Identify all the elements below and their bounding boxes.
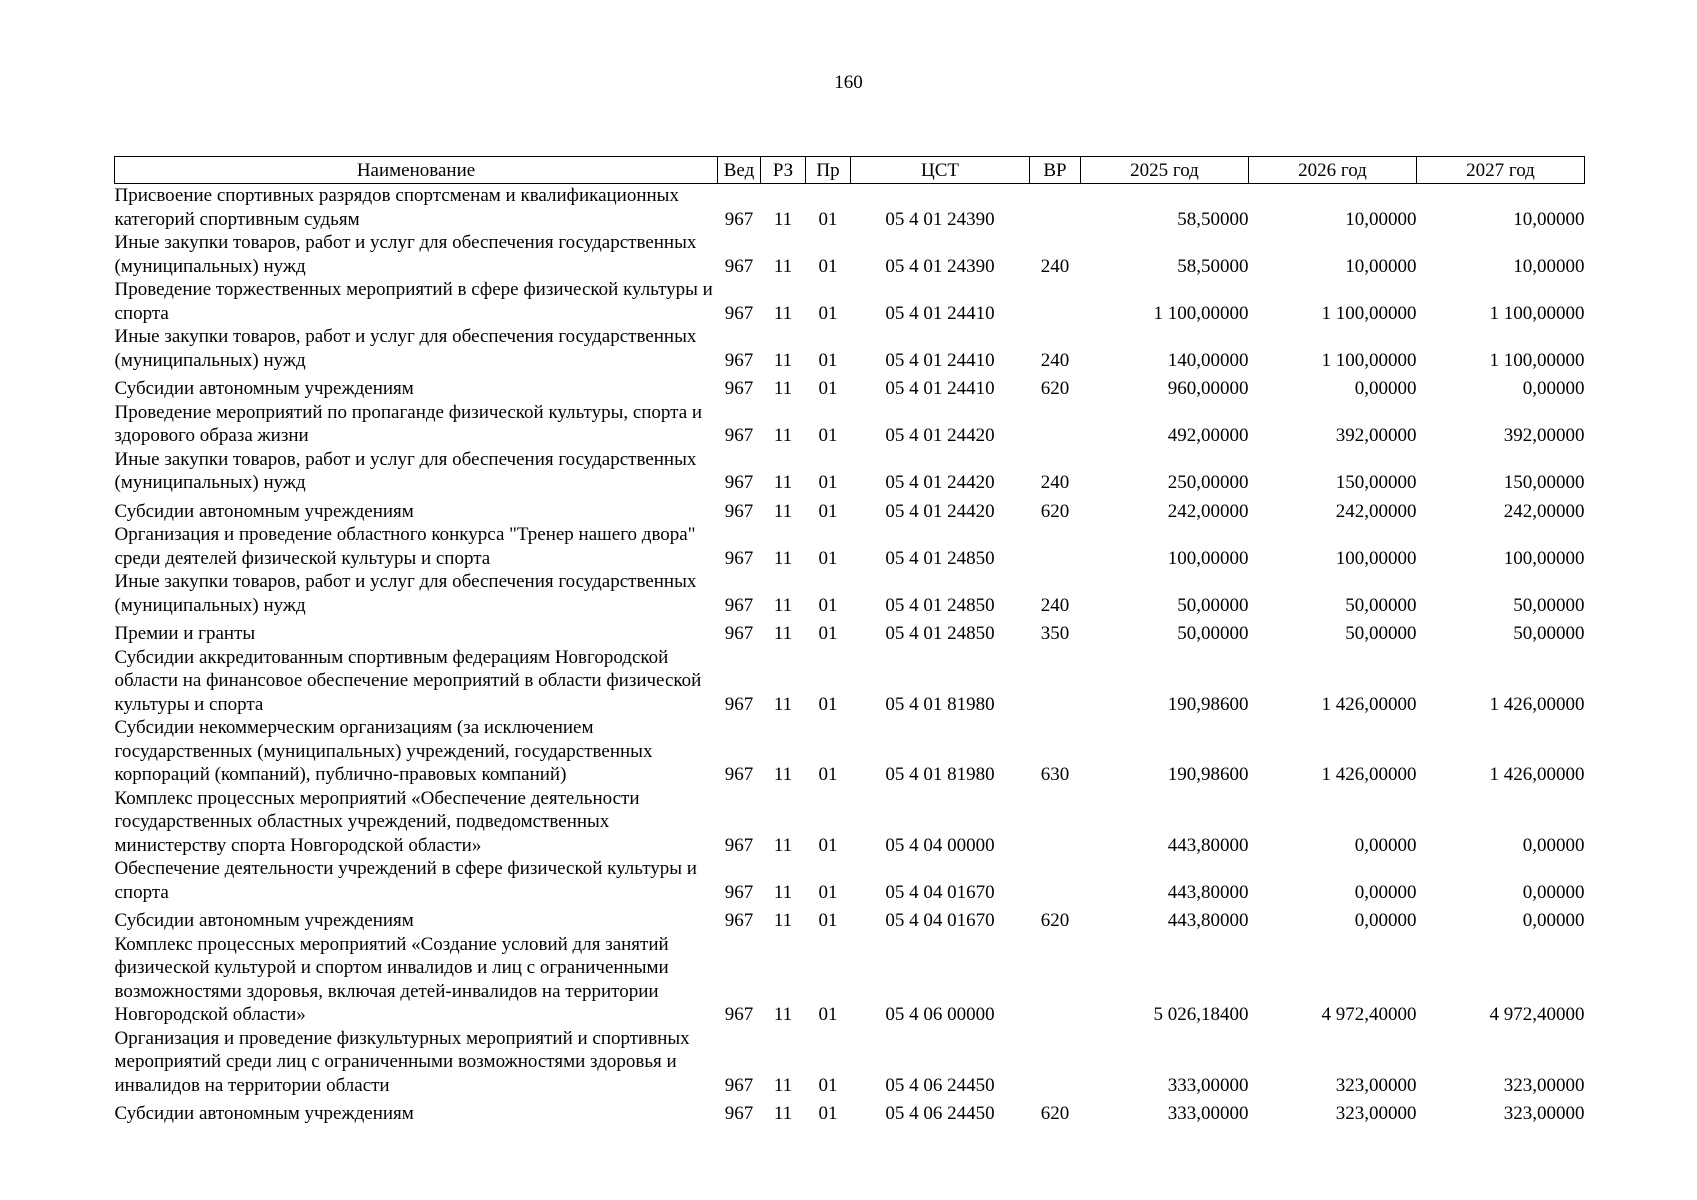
- column-header-2026: 2026 год: [1249, 157, 1417, 184]
- budget-table: [114, 156, 1585, 1126]
- cell-2027: 10,00000: [1513, 255, 1585, 277]
- cell-2026: 1 100,00000: [1321, 349, 1417, 371]
- cell-2026: 10,00000: [1345, 255, 1417, 277]
- cell-2025: 333,00000: [1167, 1103, 1249, 1124]
- cell-2027: 1 426,00000: [1489, 764, 1585, 785]
- table-row: [115, 184, 1585, 232]
- cell-pr: 01: [818, 1074, 838, 1096]
- table-row: [115, 933, 1585, 1027]
- cell-2026: 392,00000: [1335, 425, 1417, 446]
- cell-2025: 443,80000: [1167, 881, 1249, 903]
- cell-name: Иные закупки товаров, работ и услуг для обеспечения государственных (муниципальных) нужд: [114, 448, 697, 493]
- cell-vr: [1030, 278, 1081, 325]
- cell-vr: [1030, 184, 1081, 232]
- cell-ved: 967: [724, 693, 754, 715]
- cell-pr: 01: [818, 764, 838, 785]
- cell-ved: 967: [724, 547, 754, 569]
- cell-cst: 05 4 01 24390: [885, 208, 995, 230]
- cell-rz: 11: [773, 302, 793, 324]
- cell-2026: 10,00000: [1345, 208, 1417, 230]
- cell-cst: 05 4 01 24390: [885, 255, 995, 277]
- cell-name: Организация и проведение физкультурных мероприятий и спортивных мероприятий среди лиц с ограниченными возможностями здоровья и инвалидов на территории области: [114, 1027, 690, 1096]
- cell-name: Проведение мероприятий по пропаганде физической культуры, спорта и здорового образа жизни: [114, 401, 703, 446]
- cell-name: Проведение торжественных мероприятий в сфере физической культуры и спорта: [114, 279, 713, 324]
- cell-cst: 05 4 01 24850: [885, 547, 995, 569]
- table-row: [115, 523, 1585, 570]
- cell-vr: [1030, 1027, 1081, 1098]
- cell-ved: 967: [724, 425, 754, 446]
- cell-cst: 05 4 01 24410: [885, 378, 995, 399]
- cell-rz: 11: [773, 910, 793, 931]
- cell-2026: 50,00000: [1345, 594, 1417, 616]
- cell-pr: 01: [818, 472, 838, 493]
- table-row: [115, 787, 1585, 858]
- table-row: [115, 278, 1585, 325]
- table-row: [115, 325, 1585, 372]
- cell-vr: [1030, 646, 1081, 717]
- cell-name: Иные закупки товаров, работ и услуг для обеспечения государственных (муниципальных) нужд: [114, 571, 697, 616]
- cell-rz: 11: [773, 500, 793, 522]
- cell-cst: 05 4 04 01670: [885, 881, 995, 903]
- table-row: [115, 617, 1585, 646]
- cell-cst: 05 4 01 24420: [885, 472, 995, 493]
- cell-pr: 01: [818, 500, 838, 522]
- cell-rz: 11: [773, 547, 793, 569]
- cell-2027: 4 972,40000: [1489, 1004, 1585, 1025]
- column-header-2027: 2027 год: [1417, 157, 1585, 184]
- cell-rz: 11: [773, 208, 793, 230]
- cell-pr: 01: [818, 547, 838, 569]
- cell-2027: 1 426,00000: [1489, 693, 1585, 715]
- cell-ved: 967: [724, 349, 754, 371]
- cell-2025: 443,80000: [1167, 910, 1249, 931]
- cell-2027: 50,00000: [1513, 594, 1585, 616]
- cell-vr: 240: [1040, 349, 1070, 371]
- table-row: [115, 857, 1585, 904]
- table-row: [115, 904, 1585, 933]
- cell-2027: 323,00000: [1503, 1103, 1585, 1124]
- cell-ved: 967: [724, 500, 754, 522]
- cell-name: Иные закупки товаров, работ и услуг для обеспечения государственных (муниципальных) нужд: [114, 232, 697, 277]
- cell-vr: 240: [1040, 255, 1070, 277]
- cell-rz: 11: [773, 834, 793, 856]
- cell-rz: 11: [773, 764, 793, 785]
- cell-pr: 01: [818, 208, 838, 230]
- cell-2026: 100,00000: [1335, 547, 1417, 569]
- table-row: [115, 231, 1585, 278]
- cell-rz: 11: [773, 349, 793, 371]
- cell-cst: 05 4 01 24410: [885, 302, 995, 324]
- cell-rz: 11: [773, 378, 793, 399]
- table-row: [115, 448, 1585, 495]
- cell-2025: 140,00000: [1167, 349, 1249, 371]
- cell-pr: 01: [818, 378, 838, 399]
- cell-2027: 50,00000: [1513, 623, 1585, 644]
- cell-cst: 05 4 01 24420: [885, 425, 995, 446]
- cell-name: Субсидии автономным учреждениям: [114, 910, 414, 931]
- table-row: [115, 495, 1585, 524]
- cell-pr: 01: [818, 302, 838, 324]
- column-header-vr: ВР: [1030, 157, 1081, 184]
- column-header-2025: 2025 год: [1081, 157, 1249, 184]
- cell-pr: 01: [818, 1103, 838, 1124]
- cell-name: Субсидии автономным учреждениям: [114, 500, 414, 522]
- cell-name: Субсидии автономным учреждениям: [114, 378, 414, 399]
- column-header-name: Наименование: [115, 157, 718, 184]
- cell-2027: 0,00000: [1522, 378, 1585, 399]
- cell-cst: 05 4 06 24450: [885, 1074, 995, 1096]
- table-row: [115, 570, 1585, 617]
- table-row: [115, 372, 1585, 401]
- cell-ved: 967: [724, 623, 754, 644]
- cell-2025: 50,00000: [1177, 623, 1249, 644]
- cell-name: Обеспечение деятельности учреждений в сфере физической культуры и спорта: [114, 858, 697, 903]
- cell-name: Субсидии автономным учреждениям: [114, 1103, 414, 1124]
- table-row: [115, 401, 1585, 448]
- cell-pr: 01: [818, 881, 838, 903]
- cell-name: Субсидии аккредитованным спортивным федерациям Новгородской области на финансовое обеспечение мероприятий в области физической культуры и спорта: [114, 646, 702, 715]
- cell-ved: 967: [724, 594, 754, 616]
- cell-ved: 967: [724, 208, 754, 230]
- cell-2025: 242,00000: [1167, 500, 1249, 522]
- cell-2025: 492,00000: [1167, 425, 1249, 446]
- cell-2025: 50,00000: [1177, 594, 1249, 616]
- cell-vr: 350: [1040, 623, 1070, 644]
- cell-vr: 620: [1040, 910, 1070, 931]
- cell-2026: 1 100,00000: [1321, 302, 1417, 324]
- cell-rz: 11: [773, 623, 793, 644]
- cell-pr: 01: [818, 425, 838, 446]
- cell-name: Организация и проведение областного конкурса "Тренер нашего двора" среди деятелей физической культуры и спорта: [114, 524, 696, 569]
- cell-2025: 58,50000: [1177, 255, 1249, 277]
- table-header-row: [115, 157, 1585, 184]
- cell-rz: 11: [773, 1004, 793, 1025]
- cell-pr: 01: [818, 623, 838, 644]
- cell-pr: 01: [818, 1004, 838, 1025]
- cell-rz: 11: [773, 255, 793, 277]
- column-header-ved: Вед: [718, 157, 761, 184]
- cell-cst: 05 4 04 01670: [885, 910, 995, 931]
- cell-2026: 50,00000: [1345, 623, 1417, 644]
- cell-ved: 967: [724, 302, 754, 324]
- cell-rz: 11: [773, 693, 793, 715]
- cell-2027: 392,00000: [1503, 425, 1585, 446]
- cell-vr: 240: [1040, 594, 1070, 616]
- cell-2025: 190,98600: [1167, 764, 1249, 785]
- cell-ved: 967: [724, 378, 754, 399]
- cell-2026: 4 972,40000: [1321, 1004, 1417, 1025]
- cell-pr: 01: [818, 255, 838, 277]
- cell-name: Комплекс процессных мероприятий «Создание условий для занятий физической культурой и спортом инвалидов и лиц с ограниченными возможностями здоровья, включая детей-инвалидов на территории Новгородской области»: [114, 933, 669, 1025]
- cell-2025: 100,00000: [1167, 547, 1249, 569]
- cell-cst: 05 4 01 81980: [885, 693, 995, 715]
- cell-2027: 242,00000: [1503, 500, 1585, 522]
- cell-name: Субсидии некоммерческим организациям (за исключением государственных (муниципальных) учреждений, государственных корпораций (компаний), публично-правовых компаний): [114, 717, 653, 785]
- cell-name: Присвоение спортивных разрядов спортсменам и квалификационных категорий спортивным судьям: [114, 185, 679, 230]
- cell-ved: 967: [724, 764, 754, 785]
- cell-vr: 630: [1040, 764, 1070, 785]
- cell-rz: 11: [773, 472, 793, 493]
- cell-2027: 1 100,00000: [1489, 349, 1585, 371]
- cell-2027: 1 100,00000: [1489, 302, 1585, 324]
- table-row: [115, 716, 1585, 787]
- cell-cst: 05 4 01 24420: [885, 500, 995, 522]
- cell-vr: 240: [1040, 472, 1070, 493]
- cell-ved: 967: [724, 1103, 754, 1124]
- cell-2027: 150,00000: [1503, 472, 1585, 493]
- cell-2025: 1 100,00000: [1153, 302, 1249, 324]
- cell-cst: 05 4 04 00000: [885, 834, 995, 856]
- cell-name: Иные закупки товаров, работ и услуг для обеспечения государственных (муниципальных) нужд: [114, 326, 697, 371]
- cell-rz: 11: [773, 1103, 793, 1124]
- cell-2027: 0,00000: [1522, 881, 1585, 903]
- cell-2026: 1 426,00000: [1321, 764, 1417, 785]
- cell-2026: 0,00000: [1354, 378, 1417, 399]
- cell-2026: 0,00000: [1354, 881, 1417, 903]
- cell-2026: 323,00000: [1335, 1074, 1417, 1096]
- cell-2025: 5 026,18400: [1153, 1004, 1249, 1025]
- cell-rz: 11: [773, 1074, 793, 1096]
- table-row: [115, 646, 1585, 717]
- cell-2025: 58,50000: [1177, 208, 1249, 230]
- table-row: [115, 1027, 1585, 1098]
- cell-name: Премии и гранты: [114, 623, 256, 644]
- cell-cst: 05 4 01 24850: [885, 623, 995, 644]
- cell-2026: 0,00000: [1354, 834, 1417, 856]
- cell-ved: 967: [724, 834, 754, 856]
- cell-ved: 967: [724, 910, 754, 931]
- cell-pr: 01: [818, 910, 838, 931]
- cell-2026: 323,00000: [1335, 1103, 1417, 1124]
- cell-vr: [1030, 857, 1081, 904]
- cell-ved: 967: [724, 472, 754, 493]
- cell-cst: 05 4 06 24450: [885, 1103, 995, 1124]
- cell-rz: 11: [773, 881, 793, 903]
- cell-2026: 242,00000: [1335, 500, 1417, 522]
- cell-2026: 150,00000: [1335, 472, 1417, 493]
- cell-vr: 620: [1040, 500, 1070, 522]
- cell-cst: 05 4 01 81980: [885, 764, 995, 785]
- cell-ved: 967: [724, 881, 754, 903]
- cell-vr: [1030, 787, 1081, 858]
- cell-2026: 1 426,00000: [1321, 693, 1417, 715]
- cell-rz: 11: [773, 425, 793, 446]
- cell-vr: 620: [1040, 378, 1070, 399]
- cell-2027: 100,00000: [1503, 547, 1585, 569]
- table-row: [115, 1097, 1585, 1126]
- cell-vr: [1030, 523, 1081, 570]
- column-header-pr: Пр: [806, 157, 851, 184]
- page-number: 160: [834, 72, 863, 93]
- cell-cst: 05 4 01 24850: [885, 594, 995, 616]
- cell-2025: 443,80000: [1167, 834, 1249, 856]
- cell-2027: 323,00000: [1503, 1074, 1585, 1096]
- cell-name: Комплекс процессных мероприятий «Обеспечение деятельности государственных областных учреждений, подведомственных министерству спорта Новгородской области»: [114, 787, 640, 856]
- cell-vr: [1030, 933, 1081, 1027]
- cell-2027: 0,00000: [1522, 834, 1585, 856]
- cell-2027: 0,00000: [1522, 910, 1585, 931]
- column-header-rz: РЗ: [761, 157, 806, 184]
- cell-pr: 01: [818, 594, 838, 616]
- cell-pr: 01: [818, 834, 838, 856]
- cell-2025: 190,98600: [1167, 693, 1249, 715]
- cell-rz: 11: [773, 594, 793, 616]
- cell-cst: 05 4 06 00000: [885, 1004, 995, 1025]
- cell-cst: 05 4 01 24410: [885, 349, 995, 371]
- cell-ved: 967: [724, 255, 754, 277]
- cell-2027: 10,00000: [1513, 208, 1585, 230]
- cell-2025: 960,00000: [1167, 378, 1249, 399]
- cell-2025: 250,00000: [1167, 472, 1249, 493]
- table-body: [115, 184, 1585, 1126]
- cell-ved: 967: [724, 1074, 754, 1096]
- cell-ved: 967: [724, 1004, 754, 1025]
- cell-vr: [1030, 401, 1081, 448]
- cell-vr: 620: [1040, 1103, 1070, 1124]
- cell-pr: 01: [818, 693, 838, 715]
- cell-pr: 01: [818, 349, 838, 371]
- cell-2026: 0,00000: [1354, 910, 1417, 931]
- cell-2025: 333,00000: [1167, 1074, 1249, 1096]
- column-header-cst: ЦСТ: [851, 157, 1030, 184]
